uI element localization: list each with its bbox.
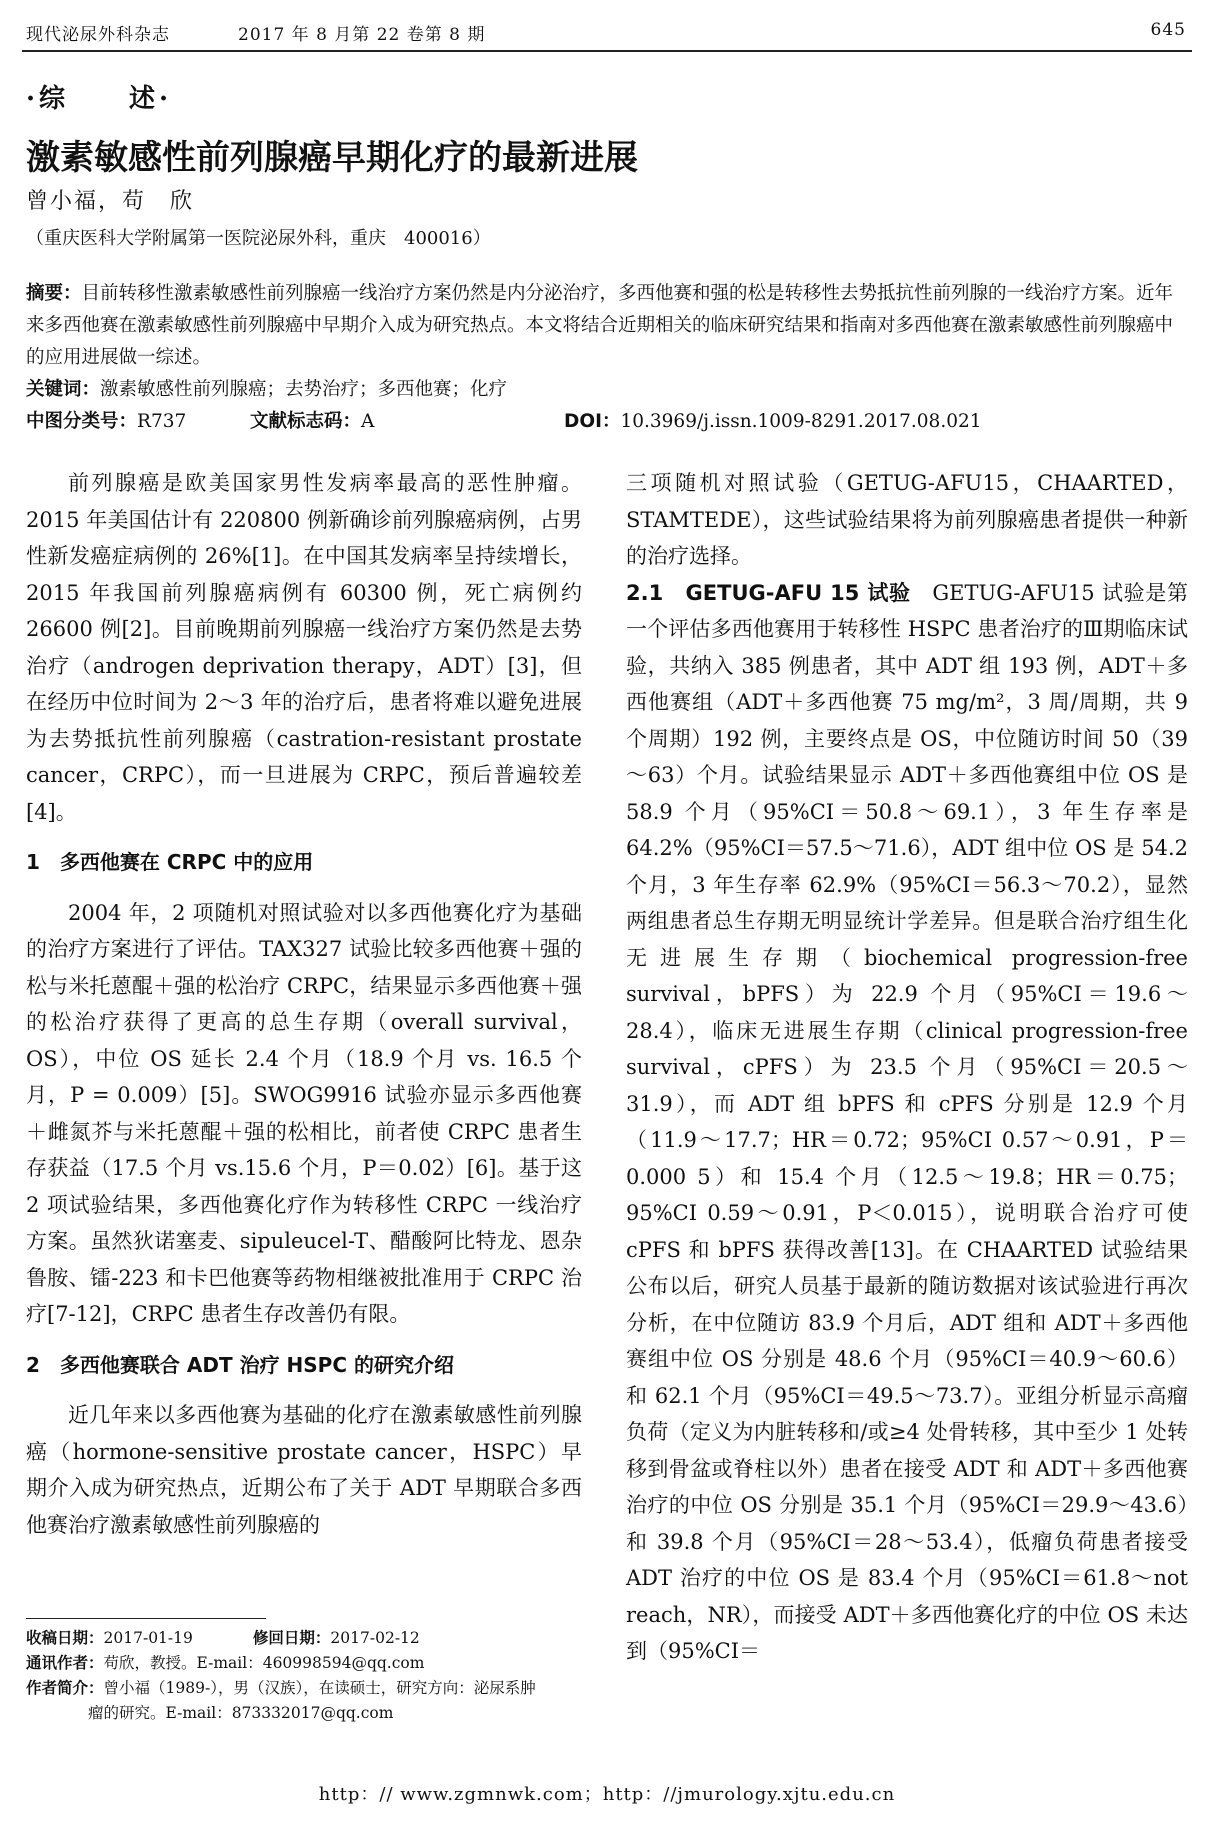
author-bio: 作者简介：曾小福（1989-），男（汉族），在读硕士，研究方向：泌尿系肿: [26, 1679, 536, 1697]
section-heading-1: 1 多西他赛在 CRPC 中的应用: [26, 850, 314, 874]
paragraph-crpc: 2004 年，2 项随机对照试验对以多西他赛化疗为基础的治疗方案进行了评估。TAX327 试验比较多西他赛＋强的松与米托蒽醌＋强的松治疗 CRPC，结果显示多西他赛＋强的松治疗获得了更高的总生存期（overall survival，OS），中位 OS 延长 2.4 个月（18.9 个月 vs. 16.5 个月，P = 0.009）[5]。SWOG9916 试验亦显示多西他赛＋雌氮芥与米托蒽醌＋强的松相比，前者使 CRPC 患者生存获益（17.5 个月 vs.15.6 个月，P＝0.02）[6]。基于这 2 项试验结果，多西他赛化疗作为转移性 CRPC 一线治疗方案。虽然狄诺塞麦、sipuleucel-T、醋酸阿比特龙、恩杂鲁胺、镭-223 和卡巴他赛等药物相继被批准用于 CRPC 治疗[7-12]，CRPC 患者生存改善仍有限。: [26, 900, 582, 1326]
issue-info: 2017 年 8 月第 22 卷第 8 期: [238, 25, 486, 45]
section-tag: ·综 述·: [26, 84, 173, 114]
footnotes: [26, 1626, 586, 1726]
author-bio-cont: 瘤的研究。E-mail：873332017@qq.com: [88, 1704, 394, 1722]
paragraph-trials: 三项随机对照试验（GETUG-AFU15，CHAARTED，STAMTEDE），这些试验结果将为前列腺癌患者提供一种新的治疗选择。: [626, 471, 1188, 568]
corresponding-author: 通讯作者：苟欣，教授。E-mail：460998594@qq.com: [26, 1654, 425, 1672]
header-rule: [22, 50, 1192, 52]
authors: 曾小福，苟 欣: [26, 189, 195, 214]
paragraph-hspc: 近几年来以多西他赛为基础的化疗在激素敏感性前列腺癌（hormone-sensitive prostate cancer，HSPC）早期介入成为研究热点，近期公布了关于 ADT 早期联合多西他赛治疗激素敏感性前列腺癌的: [26, 1403, 582, 1537]
classification-row: [26, 406, 1186, 438]
page-number: 645: [1150, 20, 1186, 40]
abstract-label: 摘要：: [26, 283, 82, 304]
section-heading-2: 2 多西他赛联合 ADT 治疗 HSPC 的研究介绍: [26, 1352, 454, 1377]
footnote-rule: [26, 1618, 266, 1619]
left-column: [26, 465, 582, 1543]
right-column: [626, 465, 1188, 1670]
keywords-label: 关键词：: [26, 379, 101, 400]
doi: DOI：10.3969/j.issn.1009-8291.2017.08.021: [564, 411, 982, 432]
journal-name: 现代泌尿外科杂志: [26, 25, 170, 45]
keywords: 关键词：激素敏感性前列腺癌；去势治疗；多西他赛；化疗: [26, 379, 508, 400]
dates-row: 收稿日期：2017-01-19 修回日期：2017-02-12: [26, 1629, 420, 1647]
document-code: 文献标志码：A: [250, 411, 375, 432]
article-title: 激素敏感性前列腺癌早期化疗的最新进展: [26, 138, 638, 178]
subsection-heading-2-1: 2.1 GETUG-AFU 15 试验: [626, 580, 911, 605]
intro-paragraph: 前列腺癌是欧美国家男性发病率最高的恶性肿瘤。2015 年美国估计有 220800 例新确诊前列腺癌病例，占男性新发癌症病例的 26%[1]。在中国其发病率呈持续增长，2015 年我国前列腺癌病例有 60300 例，死亡病例约 26600 例[2]。目前晚期前列腺癌一线治疗方案仍然是去势治疗（androgen deprivation therapy，ADT）[3]，但在经历中位时间为 2～3 年的治疗后，患者将难以避免进展为去势抵抗性前列腺癌（castration-resistant prostate cancer，CRPC），而一旦进展为 CRPC，预后普遍较差[4]。: [26, 471, 582, 824]
footer-url: http：// www.zgmnwk.com；http：//jmurology.xjtu.edu.cn: [318, 1784, 896, 1805]
paragraph-getug: 2.1 GETUG-AFU 15 试验 GETUG-AFU15 试验是第一个评估多西他赛用于转移性 HSPC 患者治疗的Ⅲ期临床试验，共纳入 385 例患者，其中 ADT 组 193 例，ADT＋多西他赛组（ADT＋多西他赛 75 mg/m²，3 周/周期，共 9 个周期）192 例，主要终点是 OS，中位随访时间 50（39～63）个月。试验结果显示 ADT＋多西他赛组中位 OS 是 58.9 个月（95%CI＝50.8～69.1），3 年生存率是 64.2%（95%CI＝57.5～71.6），ADT 组中位 OS 是 54.2 个月，3 年生存率 62.9%（95%CI＝56.3～70.2），显然两组患者总生存期无明显统计学差异。但是联合治疗组生化无进展生存期（biochemical progression-free survival，bPFS）为 22.9 个月（95%CI＝19.6～28.4），临床无进展生存期（clinical progression-free survival，cPFS）为 23.5 个月（95%CI＝20.5～31.9），而 ADT 组 bPFS 和 cPFS 分别是 12.9 个月（11.9～17.7；HR＝0.72；95%CI 0.57～0.91，P＝0.000 5）和 15.4 个月（12.5～19.8；HR＝0.75；95%CI 0.59～0.91，P＜0.015），说明联合治疗可使 cPFS 和 bPFS 获得改善[13]。在 CHAARTED 试验结果公布以后，研究人员基于最新的随访数据对该试验进行再次分析，在中位随访 83.9 个月后，ADT 组和 ADT＋多西他赛组中位 OS 分别是 48.6 个月（95%CI＝40.9～60.6）和 62.1 个月（95%CI＝49.5～73.7）。亚组分析显示高瘤负荷（定义为内脏转移和/或≥4 处骨转移，其中至少 1 处转移到骨盆或脊柱以外）患者在接受 ADT 和 ADT＋多西他赛治疗的中位 OS 分别是 35.1 个月（95%CI＝29.9～43.6）和 39.8 个月（95%CI＝28～53.4），低瘤负荷患者接受 ADT 治疗的中位 OS 是 83.4 个月（95%CI＝61.8～not reach，NR），而接受 ADT＋多西他赛化疗的中位 OS 未达到（95%CI＝: [626, 580, 1189, 1663]
clc-code: 中图分类号：R737: [26, 411, 187, 432]
affiliation: （重庆医科大学附属第一医院泌尿外科，重庆 400016）: [26, 228, 491, 249]
abstract-block: [26, 278, 1186, 438]
abstract-text: 摘要：目前转移性激素敏感性前列腺癌一线治疗方案仍然是内分泌治疗，多西他赛和强的松是转移性去势抵抗性前列腺的一线治疗方案。近年来多西他赛在激素敏感性前列腺癌中早期介入成为研究热点。本文将结合近期相关的临床研究结果和指南对多西他赛在激素敏感性前列腺癌中的应用进展做一综述。: [26, 283, 1174, 368]
